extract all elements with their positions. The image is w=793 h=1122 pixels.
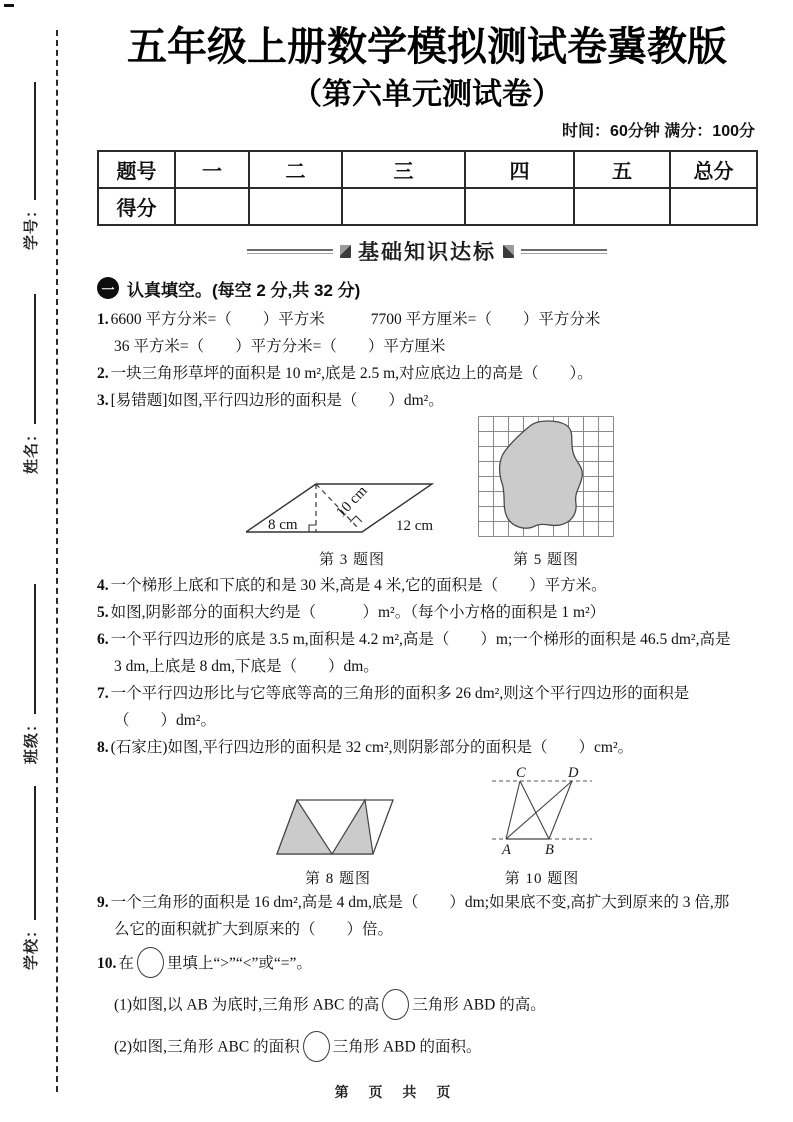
- question-10-text-pre: 在: [118, 955, 134, 972]
- question-7-text-1: 一个平行四边形比与它等底等高的三角形的面积多 26 dm²,则这个平行四边形的面积是: [110, 685, 690, 702]
- figure-row-q3-q5: [97, 416, 757, 570]
- header-col-1: 一: [175, 151, 249, 188]
- question-6-line-1: [97, 626, 757, 653]
- score-cell: [574, 188, 670, 225]
- question-7-line-1: [97, 680, 757, 707]
- question-10-sub-2: [97, 1031, 757, 1065]
- section-1-heading: [97, 276, 757, 300]
- question-3: [97, 387, 757, 414]
- comparison-circle-blank: [303, 1031, 330, 1062]
- question-5-text: 如图,阴影部分的面积大约是（ ）m²。（每个小方格的面积是 1 m²）: [110, 604, 606, 621]
- question-5: [97, 599, 757, 626]
- parallelogram-shaded-triangles-figure: [275, 797, 401, 857]
- banner-quote-left-icon: [340, 245, 351, 258]
- question-2: [97, 360, 757, 387]
- question-10-sub-2-post: 三角形 ABD 的面积。: [332, 1039, 482, 1056]
- banner-rule-right: [521, 249, 607, 254]
- figure-q8: [275, 797, 401, 889]
- question-3-number: 3.: [97, 392, 109, 409]
- spacer: [325, 306, 371, 333]
- score-cell: [670, 188, 757, 225]
- student-id-blank-line: [34, 82, 36, 200]
- class-label: 班级：: [23, 715, 40, 764]
- question-1-line-2: 36 平方米=（ ）平方分米=（ ）平方厘米: [114, 338, 446, 355]
- question-1-line-1: [97, 306, 757, 333]
- question-10-sub-1-pre: (1)如图,以 AB 为底时,三角形 ABC 的高: [114, 997, 380, 1014]
- question-2-text: 一块三角形草坪的面积是 10 m²,底是 2.5 m,对应底边上的高是（ ）。: [110, 365, 593, 382]
- question-8-text: (石家庄)如图,平行四边形的面积是 32 cm²,则阴影部分的面积是（ ）cm²。: [110, 739, 634, 756]
- figure-q3-caption: 第 3 题图: [318, 552, 385, 568]
- figure-q8-caption: 第 8 题图: [304, 871, 371, 887]
- school-label: 学校：: [23, 921, 40, 970]
- header-col-5: 五: [574, 151, 670, 188]
- diagonal-label: 10 cm: [333, 482, 371, 521]
- base-label: 8 cm: [268, 517, 298, 533]
- score-cell: [342, 188, 465, 225]
- question-7-number: 7.: [97, 685, 109, 702]
- question-6-number: 6.: [97, 631, 109, 648]
- figure-q10: [492, 765, 592, 889]
- question-10-sub-1: [97, 989, 757, 1023]
- dashed-cut-line: [56, 30, 58, 1092]
- header-col-3: 三: [342, 151, 465, 188]
- banner-title: 基础知识达标: [358, 241, 496, 264]
- section-banner: [97, 238, 757, 264]
- figure-row-q8-q10: [97, 765, 757, 889]
- question-5-number: 5.: [97, 604, 109, 621]
- question-4: [97, 572, 757, 599]
- header-col-4: 四: [465, 151, 574, 188]
- student-id-label: 学号：: [23, 201, 40, 250]
- header-question-no: 题号: [98, 151, 175, 188]
- question-9-line-2: 么它的面积就扩大到原来的（ ）倍。: [114, 921, 394, 938]
- point-c-label: C: [516, 765, 526, 781]
- question-8: [97, 734, 757, 761]
- side-label: 12 cm: [396, 518, 434, 534]
- comparison-circle-blank: [382, 989, 409, 1020]
- header-col-2: 二: [249, 151, 342, 188]
- score-table-score-row: [98, 188, 757, 225]
- question-3-text: [易错题]如图,平行四边形的面积是（ ）dm²。: [110, 392, 444, 409]
- question-8-number: 8.: [97, 739, 109, 756]
- corner-registration-mark: [4, 4, 14, 7]
- time-score-meta: 时间：60分钟 满分：100分: [562, 123, 755, 140]
- banner-quote-right-icon: [503, 245, 514, 258]
- triangles-between-parallel-lines-figure: [492, 765, 592, 857]
- question-4-number: 4.: [97, 577, 109, 594]
- question-1-number: 1.: [97, 311, 109, 328]
- score-table-header-row: [98, 151, 757, 188]
- name-label: 姓名：: [23, 425, 40, 474]
- figure-q10-caption: 第 10 题图: [504, 871, 580, 887]
- question-10-text-post: 里填上“>”“<”或“=”。: [166, 955, 312, 972]
- question-10-sub-1-post: 三角形 ABD 的高。: [412, 997, 546, 1014]
- point-d-label: D: [568, 765, 579, 781]
- question-1-part-a: 6600 平方分米=（ ）平方米: [110, 311, 325, 328]
- paper-title: 五年级上册数学模拟测试卷冀教版: [127, 25, 727, 69]
- question-9-number: 9.: [97, 894, 109, 911]
- questions-area: [97, 306, 757, 1065]
- question-10-sub-2-pre: (2)如图,三角形 ABC 的面积: [114, 1039, 300, 1056]
- grid-shaded-area-figure: [478, 416, 614, 538]
- page-footer: 第 页 共 页: [334, 1084, 459, 1100]
- name-blank-line: [34, 294, 36, 424]
- section-1-number-badge: 一: [97, 277, 119, 299]
- question-4-text: 一个梯形上底和下底的和是 30 米,高是 4 米,它的面积是（ ）平方米。: [110, 577, 607, 594]
- figure-q5: [478, 416, 614, 570]
- main-content: [97, 0, 757, 1065]
- question-10: [97, 947, 757, 981]
- point-a-label: A: [502, 842, 511, 857]
- header-total: 总分: [670, 151, 757, 188]
- question-7-line-2: （ ）dm²。: [114, 712, 216, 729]
- banner-rule-left: [247, 249, 333, 254]
- figure-q5-caption: 第 5 题图: [512, 552, 579, 568]
- figure-q3: [246, 480, 458, 570]
- question-2-number: 2.: [97, 365, 109, 382]
- question-9-line-1: [97, 889, 757, 916]
- school-blank-line: [34, 786, 36, 920]
- parallelogram-figure: [246, 480, 458, 538]
- question-6-line-2: 3 dm,上底是 8 dm,下底是（ ）dm。: [114, 658, 379, 675]
- comparison-circle-blank: [137, 947, 164, 978]
- score-cell: [249, 188, 342, 225]
- score-row-label: 得分: [98, 188, 175, 225]
- question-10-number: 10.: [97, 955, 117, 972]
- score-cell: [175, 188, 249, 225]
- question-9-text-1: 一个三角形的面积是 16 dm²,高是 4 dm,底是（ ）dm;如果底不变,高扩大到原来的 3 倍,那: [110, 894, 730, 911]
- score-cell: [465, 188, 574, 225]
- question-6-text-1: 一个平行四边形的底是 3.5 m,面积是 4.2 m²,高是（ ）m;一个梯形的面积是 46.5 dm²,高是: [110, 631, 731, 648]
- class-blank-line: [34, 584, 36, 714]
- question-1-part-b: 7700 平方厘米=（ ）平方分米: [370, 311, 601, 328]
- point-b-label: B: [545, 842, 554, 857]
- section-1-title: 认真填空。(每空 2 分,共 32 分): [127, 280, 361, 300]
- score-table: [97, 150, 758, 226]
- paper-subtitle: （第六单元测试卷）: [292, 78, 562, 111]
